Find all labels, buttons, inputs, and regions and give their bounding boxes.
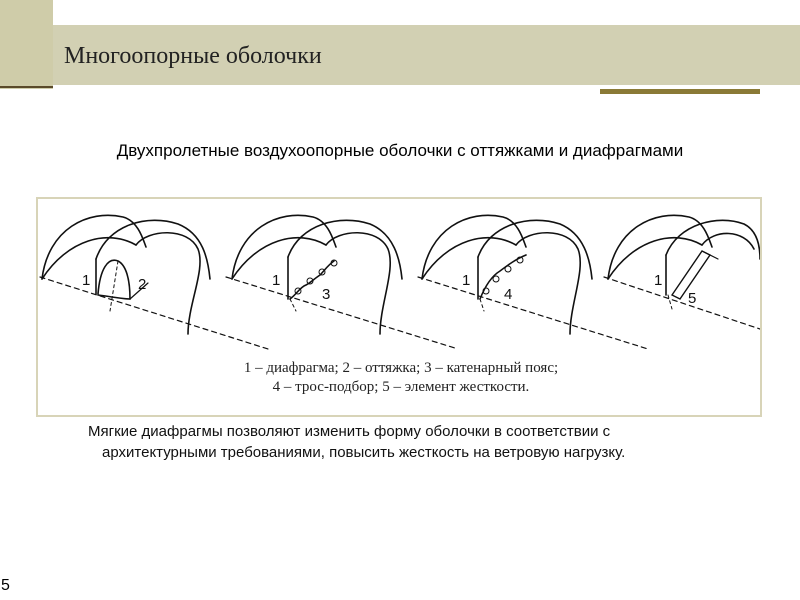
diagram-panel-1	[40, 215, 268, 349]
left-accent-line	[0, 86, 53, 88]
legend-line-1: 1 – диафрагма; 2 – оттяжка; 3 – катенарный пояс;	[243, 360, 559, 376]
slide-title: Многоопорные оболочки	[64, 43, 322, 69]
panel-1-label-a: 1	[82, 272, 91, 289]
slide-subtitle: Двухпролетные воздухоопорные оболочки с оттяжками и диафрагмами	[116, 141, 684, 160]
panel-3-label-a: 1	[462, 272, 471, 289]
figure-box	[36, 197, 762, 417]
panel-1-label-b: 2	[138, 276, 147, 293]
left-accent-block	[0, 0, 53, 89]
caption-line-1: Мягкие диафрагмы позволяют изменить форму оболочки в соответствии с	[88, 423, 611, 440]
panel-4-label-a: 1	[654, 272, 663, 289]
page-number: 5	[1, 577, 10, 594]
figure-legend	[38, 359, 764, 397]
title-underline-accent	[600, 89, 760, 94]
legend-line-2: 4 – трос-подбор; 5 – элемент жесткости.	[272, 379, 530, 395]
panel-3-label-b: 4	[504, 286, 513, 303]
slide-caption	[88, 421, 748, 463]
diagram-panel-3	[418, 215, 648, 349]
panel-2-label-b: 3	[322, 286, 331, 303]
panel-4-label-b: 5	[688, 290, 697, 307]
diagram-panel-2	[226, 215, 458, 349]
diagram-panel-4	[604, 215, 760, 329]
caption-line-2: архитектурными требованиями, повысить жесткость на ветровую нагрузку.	[102, 444, 626, 461]
panel-2-label-a: 1	[272, 272, 281, 289]
